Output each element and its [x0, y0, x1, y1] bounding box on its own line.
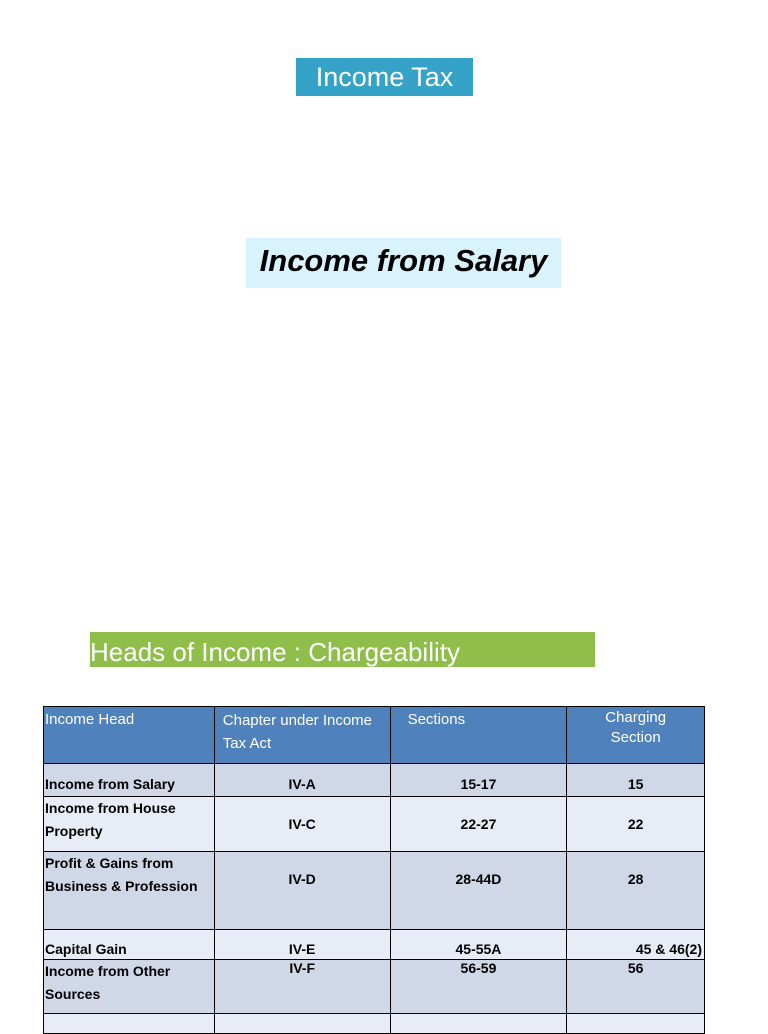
row-sections: 45-55A [390, 930, 567, 960]
table-row [44, 930, 705, 960]
row-income-head: Profit & Gains from Business & Profession [44, 852, 215, 930]
header-sections: Sections [390, 707, 567, 764]
row-income-head: Income from Other Sources [44, 960, 215, 1014]
heads-of-income-heading: Heads of Income : Chargeability [90, 632, 595, 667]
table-header-row [44, 707, 705, 764]
income-heads-table [43, 706, 705, 1034]
row-chapter: IV-A [214, 764, 390, 797]
row-chapter: IV-F [214, 960, 390, 1014]
row-income-head: Income from House Property [44, 797, 215, 852]
row-charging: 15 [567, 764, 705, 797]
table-row [44, 960, 705, 1014]
row-charging: 22 [567, 797, 705, 852]
row-sections: 15-17 [390, 764, 567, 797]
row-charging: 28 [567, 852, 705, 930]
row-chapter: IV-C [214, 797, 390, 852]
row-income-head: Income from Salary [44, 764, 215, 797]
header-chapter: Chapter under Income Tax Act [214, 707, 390, 764]
header-charging-section [567, 707, 705, 764]
row-sections: 56-59 [390, 960, 567, 1014]
row-charging: 45 & 46(2) [567, 930, 705, 960]
row-sections: 28-44D [390, 852, 567, 930]
row-income-head: Capital Gain [44, 930, 215, 960]
table-row [44, 797, 705, 852]
row-chapter: IV-E [214, 930, 390, 960]
table-row [44, 764, 705, 797]
row-charging: 56 [567, 960, 705, 1014]
row-chapter: IV-D [214, 852, 390, 930]
header-charging-section-text: Charging Section [605, 709, 667, 746]
table-row [44, 852, 705, 930]
income-tax-title: Income Tax [296, 58, 473, 96]
header-income-head: Income Head [44, 707, 215, 764]
row-sections: 22-27 [390, 797, 567, 852]
income-from-salary-subtitle: Income from Salary [246, 238, 561, 288]
